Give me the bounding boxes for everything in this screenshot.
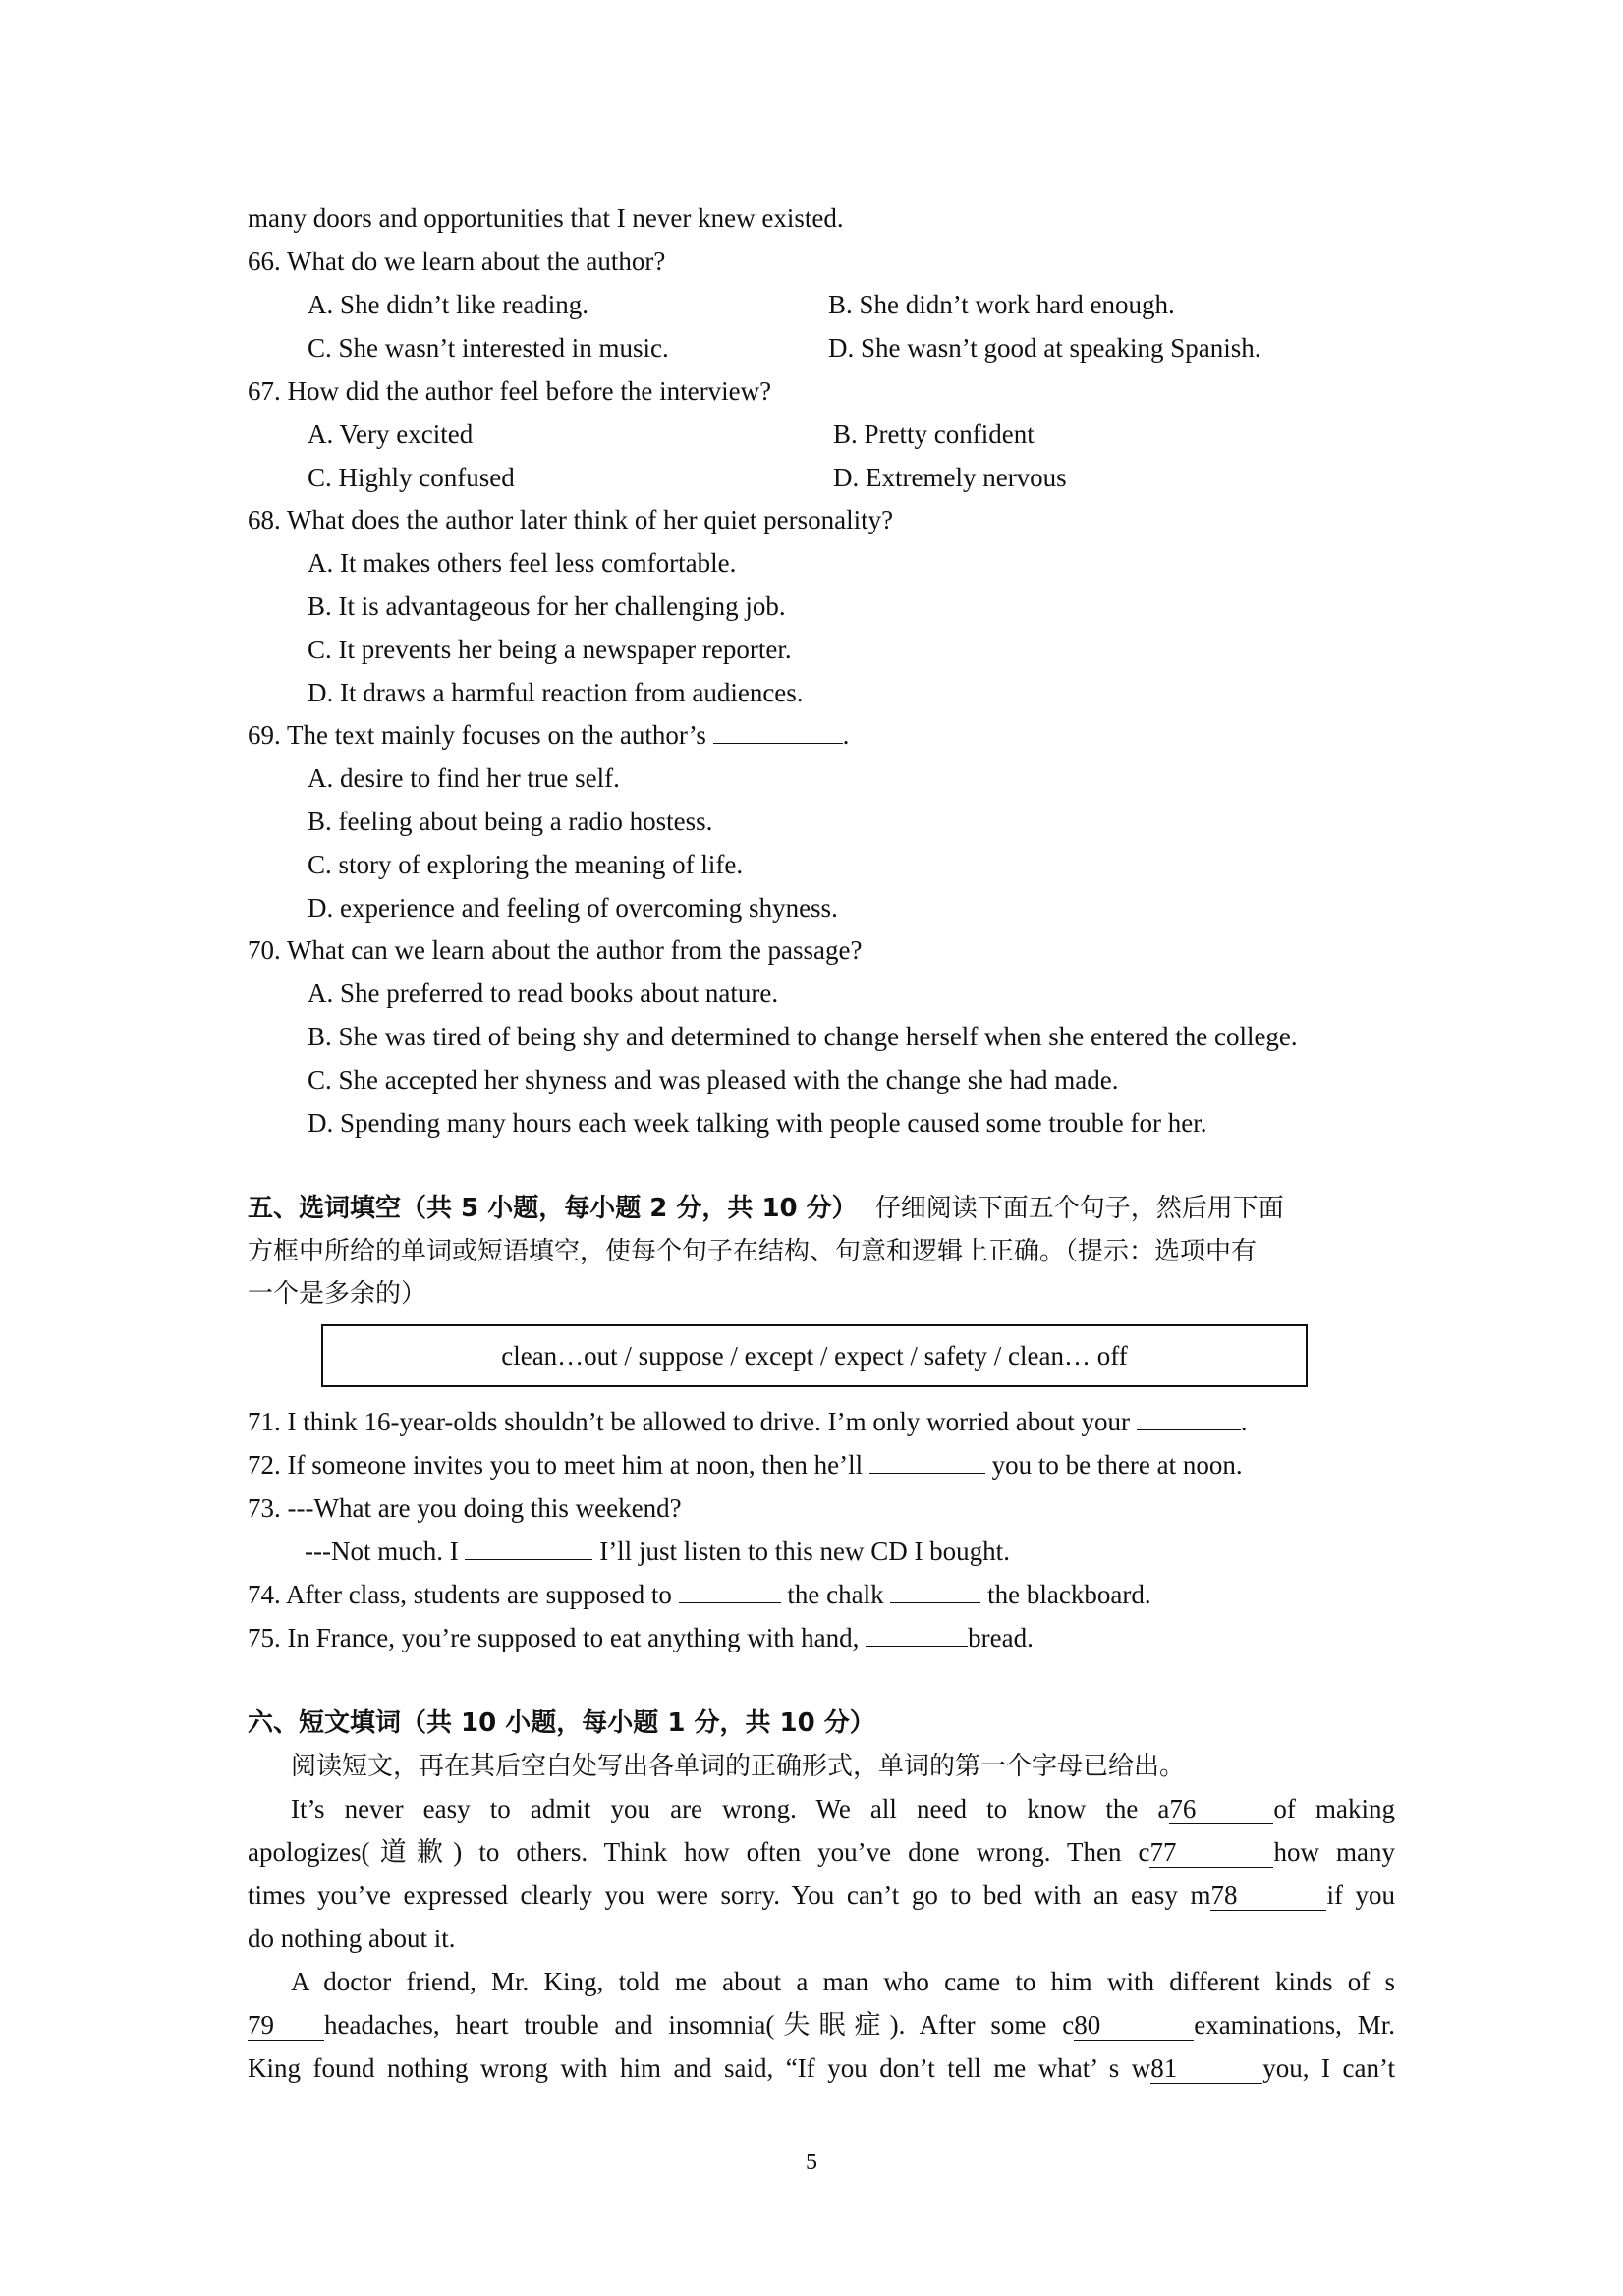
blank-81[interactable]: 81 [1150, 2053, 1262, 2084]
blank-78[interactable]: 78 [1210, 1880, 1326, 1911]
section-5-instructions-end: 一个是多余的） [248, 1279, 427, 1309]
q67-option-d: D. Extremely nervous [833, 463, 1067, 492]
blank-79[interactable]: 79 [248, 2010, 324, 2041]
q68-option-a: A. It makes others feel less comfortable. [308, 548, 737, 578]
q70-option-d: D. Spending many hours each week talking with people caused some trouble for her. [308, 1108, 1207, 1138]
blank-77[interactable]: 77 [1149, 1837, 1273, 1868]
passage-line: apologizes(道歉) to others. Think how often you’ve done wrong. Then c77 how many [248, 1837, 1395, 1867]
passage-line: 79 headaches, heart trouble and insomnia(失眠症). After some c80 examinations, Mr. [248, 2010, 1396, 2040]
question-67-stem: 67. How did the author feel before the interview? [248, 376, 772, 406]
question-74: 74. After class, students are supposed to the chalk the blackboard. [248, 1580, 1151, 1609]
question-66-stem: 66. What do we learn about the author? [248, 247, 666, 276]
passage-continuation: many doors and opportunities that I never knew existed. [248, 203, 844, 233]
q68-option-d: D. It draws a harmful reaction from audiences. [308, 678, 804, 707]
question-69-stem: 69. The text mainly focuses on the author’s . [248, 720, 850, 750]
q69-option-b: B. feeling about being a radio hostess. [308, 807, 713, 836]
q66-option-c: C. She wasn’t interested in music. [308, 333, 669, 363]
blank-80[interactable]: 80 [1074, 2010, 1194, 2041]
q66-option-d: D. She wasn’t good at speaking Spanish. [828, 333, 1261, 363]
q67-option-a: A. Very excited [308, 420, 474, 449]
question-72: 72. If someone invites you to meet him at noon, then he’ll you to be there at noon. [248, 1450, 1243, 1480]
section-5-instructions: 方框中所给的单词或短语填空，使每个句子在结构、句意和逻辑上正确。（提示：选项中有 [248, 1237, 1258, 1266]
question-75: 75. In France, you’re supposed to eat anything with hand, bread. [248, 1623, 1034, 1652]
word-bank-box [321, 1324, 1308, 1387]
q68-option-c: C. It prevents her being a newspaper reporter. [308, 635, 792, 664]
answer-blank[interactable] [890, 1602, 980, 1603]
answer-blank[interactable] [1137, 1429, 1241, 1430]
question-68-stem: 68. What does the author later think of her quiet personality? [248, 505, 894, 534]
question-70-stem: 70. What can we learn about the author from the passage? [248, 935, 863, 965]
q66-option-b: B. She didn’t work hard enough. [828, 290, 1175, 319]
q70-option-c: C. She accepted her shyness and was pleased with the change she had made. [308, 1065, 1119, 1094]
word-bank: clean…out / suppose / except / expect / safety / clean… off [501, 1340, 1128, 1371]
blank-76[interactable]: 76 [1169, 1794, 1273, 1824]
answer-blank[interactable] [869, 1473, 985, 1474]
question-71: 71. I think 16-year-olds shouldn’t be allowed to drive. I’m only worried about your . [248, 1407, 1248, 1436]
question-73: 73. ---What are you doing this weekend? [248, 1493, 682, 1523]
q69-option-a: A. desire to find her true self. [308, 763, 620, 793]
q66-option-a: A. She didn’t like reading. [308, 290, 588, 319]
answer-blank[interactable] [713, 743, 843, 744]
section-6-heading: 六、短文填词（共 10 小题，每小题 1 分，共 10 分） [248, 1708, 875, 1738]
passage-line: It’s never easy to admit you are wrong. We all need to know the a76 of making [291, 1794, 1395, 1823]
q68-option-b: B. It is advantageous for her challenging job. [308, 591, 786, 621]
answer-blank[interactable] [465, 1559, 592, 1560]
q70-option-b: B. She was tired of being shy and determined to change herself when she entered the college. [308, 1022, 1298, 1051]
question-73-reply: ---Not much. I I’ll just listen to this new CD I bought. [305, 1537, 1010, 1566]
q67-option-c: C. Highly confused [308, 463, 515, 492]
passage-line: King found nothing wrong with him and said, “If you don’t tell me what’ s w81 you, I can’t [248, 2053, 1395, 2083]
q70-option-a: A. She preferred to read books about nature. [308, 979, 779, 1008]
q67-option-b: B. Pretty confident [833, 420, 1035, 449]
q69-option-d: D. experience and feeling of overcoming shyness. [308, 893, 838, 923]
passage-line: times you’ve expressed clearly you were sorry. You can’t go to bed with an easy m78 if you [248, 1880, 1395, 1910]
passage-line: A doctor friend, Mr. King, told me about a man who came to him with different kinds of s [291, 1967, 1395, 1996]
section-5-heading-line: 五、选词填空（共 5 小题，每小题 2 分，共 10 分） 仔细阅读下面五个句子，然后用下面 [248, 1194, 1284, 1223]
section-6-instructions: 阅读短文，再在其后空白处写出各单词的正确形式，单词的第一个字母已给出。 [291, 1752, 1186, 1781]
q69-option-c: C. story of exploring the meaning of life. [308, 850, 744, 879]
section-5-heading: 五、选词填空（共 5 小题，每小题 2 分，共 10 分） [248, 1194, 858, 1223]
page-number: 5 [806, 2150, 817, 2175]
passage-line: do nothing about it. [248, 1924, 456, 1953]
answer-blank[interactable] [679, 1602, 781, 1603]
answer-blank[interactable] [866, 1646, 968, 1647]
